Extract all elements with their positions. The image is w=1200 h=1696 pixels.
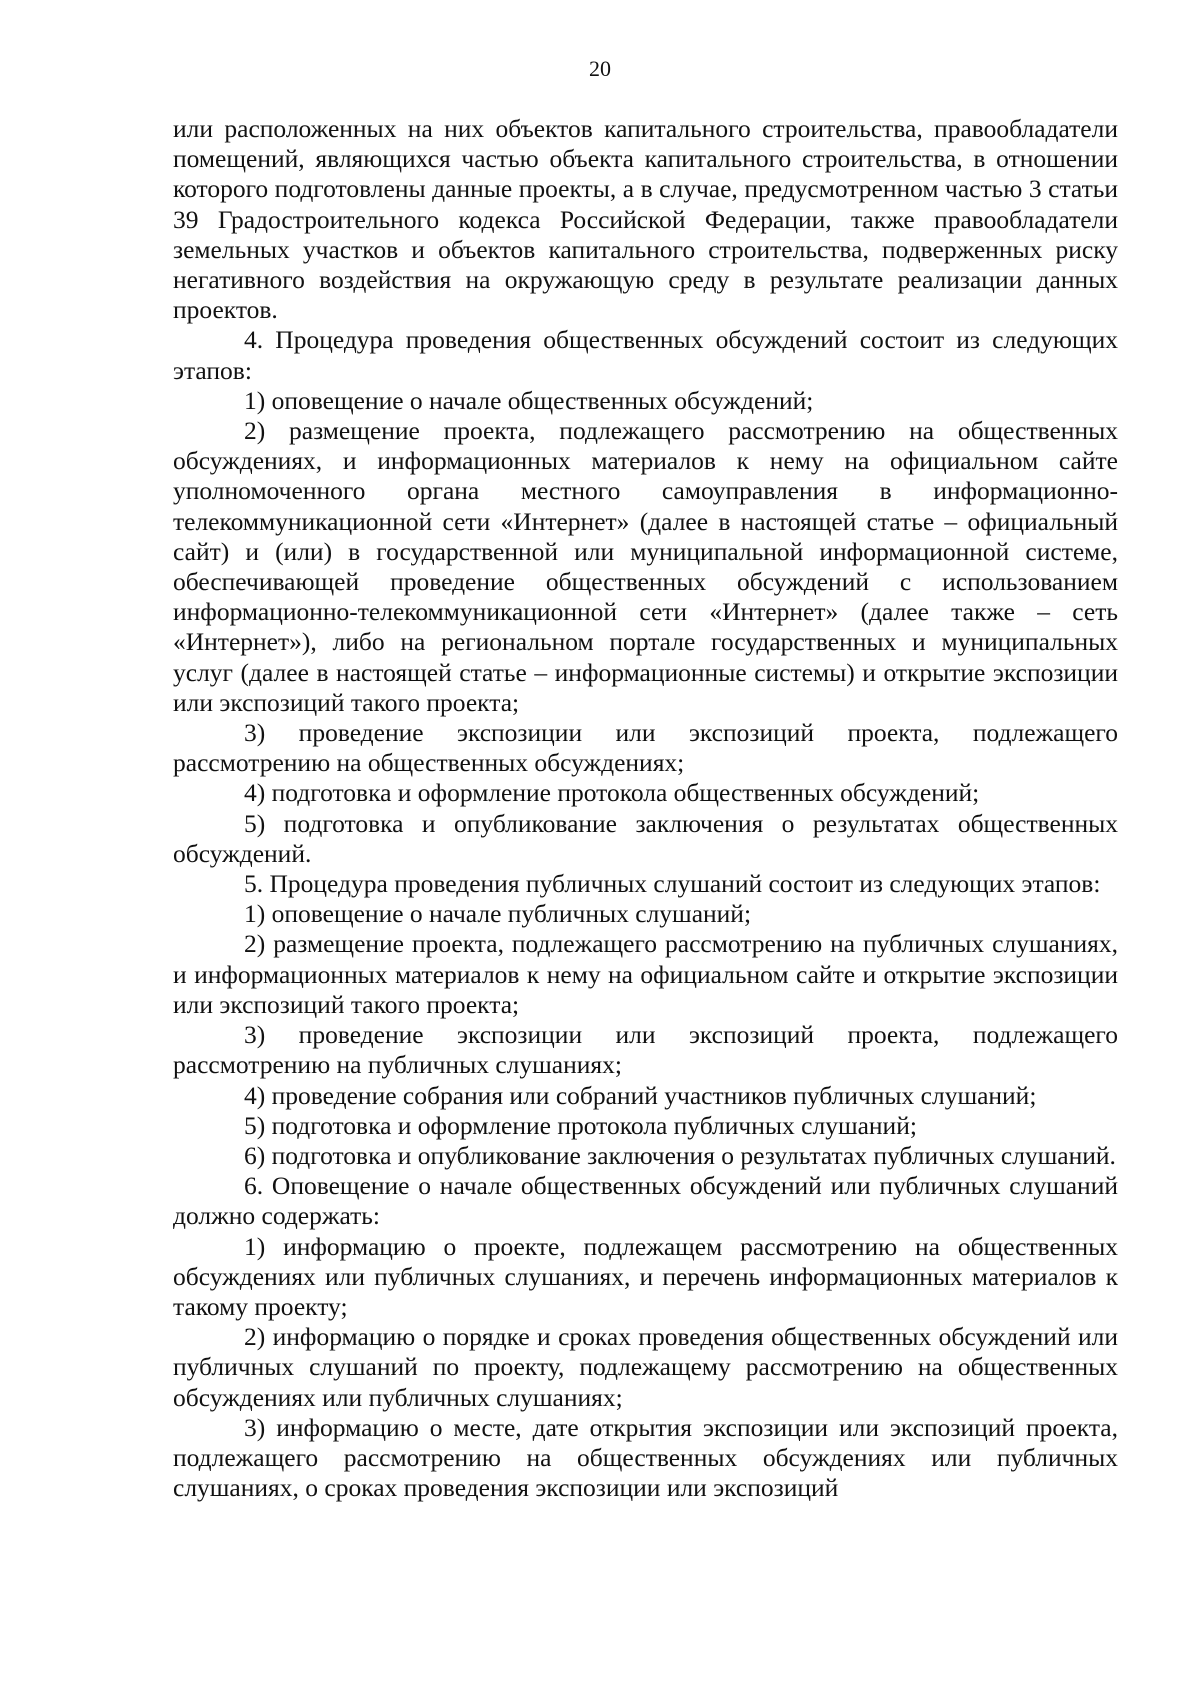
paragraph: 4) подготовка и оформление протокола общественных обсуждений; (244, 778, 980, 808)
paragraph: 2) размещение проекта, подлежащего рассмотрению на публичных слушаниях, и информационных материалов к нему на официальном сайте и открытие экспозиции или экспозиций такого проекта; (173, 929, 1118, 1019)
paragraph: 6. Оповещение о начале общественных обсуждений или публичных слушаний должно содержать: (173, 1171, 1118, 1231)
paragraph: 3) информацию о месте, дате открытия экспозиции или экспозиций проекта, подлежащего рассмотрению на общественных обсуждениях или публичных слушаниях, о сроках проведения экспозиции или экспозиций (173, 1412, 1118, 1503)
paragraph: 3) проведение экспозиции или экспозиций проекта, подлежащего рассмотрению на общественных обсуждениях; (173, 718, 1118, 778)
paragraph: 1) оповещение о начале публичных слушаний; (244, 899, 752, 929)
paragraph: 2) информацию о порядке и сроках проведения общественных обсуждений или публичных слушаний по проекту, подлежащему рассмотрению на общественных обсуждениях или публичных слушаниях; (173, 1322, 1118, 1412)
paragraph: 6) подготовка и опубликование заключения о результатах публичных слушаний. (244, 1140, 1116, 1170)
paragraph: 1) информацию о проекте, подлежащем рассмотрению на общественных обсуждениях или публичных слушаниях, и перечень информационных материалов к такому проекту; (173, 1231, 1118, 1321)
paragraph: 4. Процедура проведения общественных обсуждений состоит из следующих этапов: (173, 325, 1118, 385)
paragraph: 5. Процедура проведения публичных слушаний состоит из следующих этапов: (244, 869, 1101, 899)
paragraph: 4) проведение собрания или собраний участников публичных слушаний; (244, 1080, 1037, 1110)
paragraph: 1) оповещение о начале общественных обсуждений; (244, 385, 814, 415)
paragraph: 3) проведение экспозиции или экспозиций проекта, подлежащего рассмотрению на публичных слушаниях; (173, 1020, 1118, 1080)
paragraph: или расположенных на них объектов капитального строительства, правообладатели помещений, являющихся частью объекта капитального строительства, в отношении которого подготовлены данные проекты, а в случае, предусмотренном частью 3 статьи 39 Градостроительного кодекса Российской Федерации, также правообладатели земельных участков и объектов капитального строительства, подверженных риску негативного воздействия на окружающую среду в результате реализации данных проектов. (173, 114, 1118, 325)
page-number: 20 (589, 56, 611, 81)
paragraph: 5) подготовка и оформление протокола публичных слушаний; (244, 1110, 917, 1140)
document-body (173, 114, 1118, 1503)
paragraph: 5) подготовка и опубликование заключения о результатах общественных обсуждений. (173, 808, 1118, 868)
paragraph: 2) размещение проекта, подлежащего рассмотрению на общественных обсуждениях, и информационных материалов к нему на официальном сайте уполномоченного органа местного самоуправления в информационно-телекоммуникационной сети «Интернет» (далее в настоящей статье – официальный сайт) и (или) в государственной или муниципальной информационной системе, обеспечивающей проведение общественных обсуждений с использованием информационно-телекоммуникационной сети «Интернет» (далее также – сеть «Интернет»), либо на региональном портале государственных и муниципальных услуг (далее в настоящей статье – информационные системы) и открытие экспозиции или экспозиций такого проекта; (173, 416, 1118, 717)
